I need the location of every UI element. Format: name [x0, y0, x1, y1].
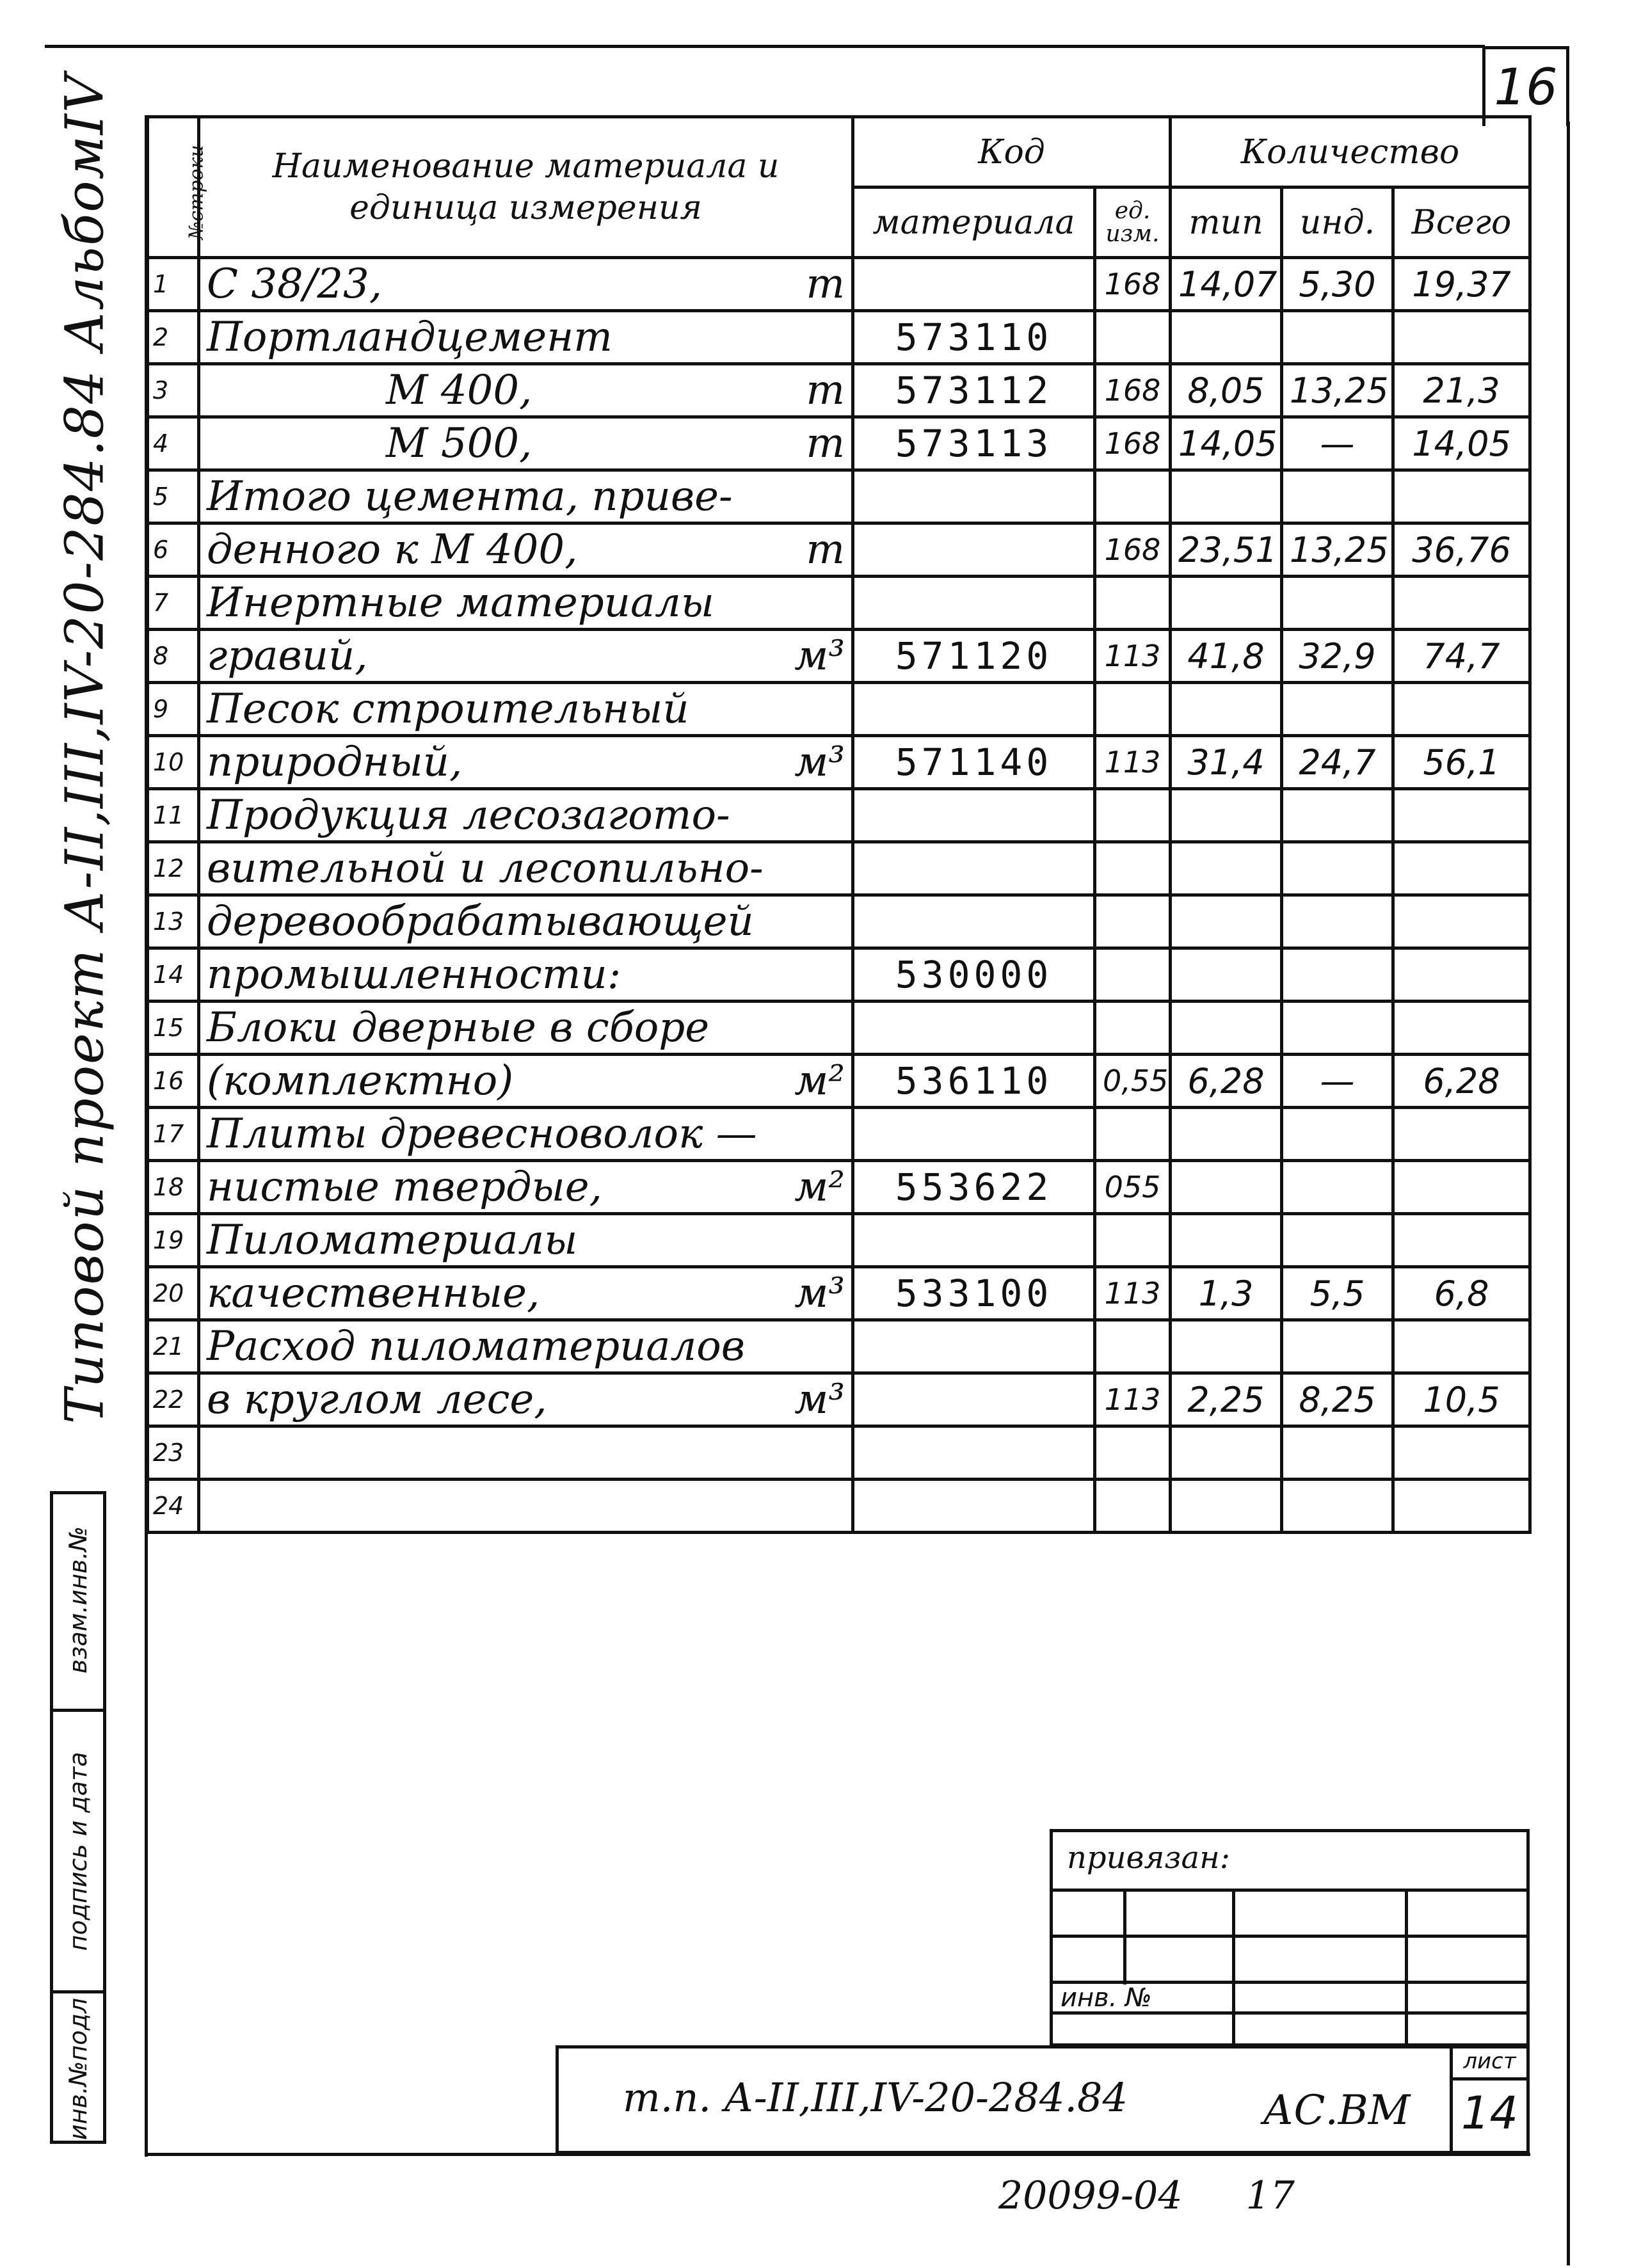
row-number: 2	[148, 311, 199, 364]
qty-type	[1171, 842, 1282, 895]
privyazan-vline-1	[1123, 1889, 1126, 1984]
material-name: М 400,	[386, 367, 532, 414]
material-name-cell	[199, 683, 853, 736]
row-number: 21	[148, 1320, 199, 1373]
privyazan-vline-2	[1232, 1889, 1235, 2048]
stamp-cell-podpis	[53, 1709, 103, 1990]
row-number: 1	[148, 258, 199, 311]
project-code: т.п. А-II,III,IV-20-284.84	[623, 2074, 1128, 2121]
qty-total	[1393, 1320, 1530, 1373]
drawing-mark: АС.ВМ	[1263, 2087, 1411, 2134]
right-border	[1567, 122, 1570, 2265]
qty-type	[1171, 1480, 1282, 1533]
row-number: 15	[148, 1002, 199, 1055]
qty-total	[1393, 948, 1530, 1002]
material-name-cell	[199, 258, 853, 311]
qty-ind	[1282, 948, 1393, 1002]
qty-ind	[1282, 470, 1393, 523]
material-code: 536110	[853, 1055, 1095, 1108]
qty-type: 14,07	[1171, 258, 1282, 311]
qty-ind	[1282, 895, 1393, 948]
qty-type	[1171, 1214, 1282, 1267]
row-number: 22	[148, 1373, 199, 1426]
row-number: 11	[148, 789, 199, 842]
material-name: в круглом лесе,	[207, 1376, 547, 1423]
unit-code: 168	[1095, 417, 1171, 470]
material-name: гравий,	[207, 632, 368, 680]
qty-ind: 13,25	[1282, 364, 1393, 417]
qty-ind	[1282, 842, 1393, 895]
stamp-cell-vzam	[53, 1491, 103, 1709]
material-name-cell	[199, 1480, 853, 1533]
material-unit: т	[806, 420, 845, 467]
row-number: 5	[148, 470, 199, 523]
qty-ind: 8,25	[1282, 1373, 1393, 1426]
qty-total	[1393, 683, 1530, 736]
material-unit: м³	[794, 739, 845, 786]
side-title	[50, 73, 120, 1425]
table-row	[148, 470, 1530, 523]
row-number: 17	[148, 1108, 199, 1161]
table-row	[148, 364, 1530, 417]
privyazan-block	[1050, 1829, 1530, 2047]
material-name: Итого цемента, приве-	[207, 473, 733, 520]
material-code: 533100	[853, 1267, 1095, 1320]
stamp-label-inv: инв.№подл	[64, 1997, 92, 2140]
header-qty-type: тип	[1171, 188, 1282, 258]
material-code	[853, 1480, 1095, 1533]
unit-code	[1095, 948, 1171, 1002]
material-code	[853, 1373, 1095, 1426]
unit-code: 0,55	[1095, 1055, 1171, 1108]
row-number: 6	[148, 523, 199, 577]
table-row	[148, 683, 1530, 736]
material-name-cell	[199, 577, 853, 630]
qty-ind	[1282, 311, 1393, 364]
material-name-cell	[199, 842, 853, 895]
material-code	[853, 470, 1095, 523]
material-name-cell	[199, 1055, 853, 1108]
qty-total: 10,5	[1393, 1373, 1530, 1426]
qty-ind	[1282, 683, 1393, 736]
qty-type: 31,4	[1171, 736, 1282, 789]
stamp-label-podpis: подпись и дата	[64, 1751, 92, 1951]
qty-total: 19,37	[1393, 258, 1530, 311]
row-number: 9	[148, 683, 199, 736]
row-number: 13	[148, 895, 199, 948]
table-row	[148, 1426, 1530, 1480]
material-name: Песок строительный	[207, 685, 689, 733]
privyazan-caption: привязан:	[1067, 1840, 1230, 1876]
material-code	[853, 895, 1095, 948]
unit-code	[1095, 789, 1171, 842]
qty-total: 14,05	[1393, 417, 1530, 470]
row-number: 12	[148, 842, 199, 895]
qty-ind	[1282, 1161, 1393, 1214]
row-number: 24	[148, 1480, 199, 1533]
material-name-cell	[199, 630, 853, 683]
qty-type	[1171, 789, 1282, 842]
row-number: 19	[148, 1214, 199, 1267]
title-block	[556, 2045, 1530, 2154]
qty-total: 56,1	[1393, 736, 1530, 789]
material-code	[853, 258, 1095, 311]
qty-ind: 24,7	[1282, 736, 1393, 789]
unit-code	[1095, 311, 1171, 364]
qty-type	[1171, 1002, 1282, 1055]
unit-code: 168	[1095, 258, 1171, 311]
sheet-number: 16	[1482, 46, 1569, 126]
qty-type	[1171, 577, 1282, 630]
material-code: 573113	[853, 417, 1095, 470]
qty-ind	[1282, 1320, 1393, 1373]
qty-type: 14,05	[1171, 417, 1282, 470]
material-name-cell	[199, 470, 853, 523]
unit-code	[1095, 1320, 1171, 1373]
material-name: качественные,	[207, 1270, 540, 1317]
qty-type: 2,25	[1171, 1373, 1282, 1426]
material-code	[853, 1002, 1095, 1055]
materials-table	[146, 115, 1532, 1534]
material-unit: м²	[794, 1163, 845, 1211]
qty-total	[1393, 1161, 1530, 1214]
header-code-material: материала	[853, 188, 1095, 258]
material-name: денного к М 400,	[207, 526, 578, 573]
material-unit: м²	[794, 1057, 845, 1105]
material-name: промышленности:	[207, 951, 621, 998]
unit-code: 168	[1095, 523, 1171, 577]
material-unit: м³	[794, 632, 845, 680]
qty-total	[1393, 577, 1530, 630]
row-number: 14	[148, 948, 199, 1002]
material-name: Блоки дверные в сборе	[207, 1004, 710, 1051]
material-name-cell	[199, 1161, 853, 1214]
table-row	[148, 1267, 1530, 1320]
inv-label: инв. №	[1061, 1983, 1152, 2013]
table-row	[148, 258, 1530, 311]
material-code	[853, 1426, 1095, 1480]
qty-type	[1171, 1161, 1282, 1214]
unit-code: 113	[1095, 1267, 1171, 1320]
unit-code	[1095, 895, 1171, 948]
row-number: 3	[148, 364, 199, 417]
sheet-label: лист	[1453, 2048, 1526, 2080]
stamp-cell-inv	[53, 1990, 103, 2144]
material-name-cell	[199, 1373, 853, 1426]
table-row	[148, 1055, 1530, 1108]
qty-type	[1171, 1426, 1282, 1480]
unit-code	[1095, 1108, 1171, 1161]
qty-type	[1171, 948, 1282, 1002]
table-row	[148, 417, 1530, 470]
material-code: 571140	[853, 736, 1095, 789]
qty-type	[1171, 895, 1282, 948]
material-name: природный,	[207, 739, 463, 786]
qty-type	[1171, 1320, 1282, 1373]
table-row	[148, 842, 1530, 895]
qty-type	[1171, 311, 1282, 364]
qty-type	[1171, 470, 1282, 523]
material-name-cell	[199, 1320, 853, 1373]
unit-code: 055	[1095, 1161, 1171, 1214]
material-name-cell	[199, 1002, 853, 1055]
sheet-box	[1450, 2048, 1526, 2151]
footer-number: 20099-04 17	[998, 2173, 1295, 2218]
unit-code	[1095, 470, 1171, 523]
unit-code	[1095, 842, 1171, 895]
material-name-cell	[199, 1214, 853, 1267]
table-body	[148, 258, 1530, 1533]
material-code	[853, 1320, 1095, 1373]
qty-type: 23,51	[1171, 523, 1282, 577]
row-number: 23	[148, 1426, 199, 1480]
unit-code	[1095, 683, 1171, 736]
top-border	[45, 45, 1485, 48]
material-name-cell	[199, 364, 853, 417]
table-row	[148, 948, 1530, 1002]
qty-total	[1393, 789, 1530, 842]
side-stamp	[50, 1491, 106, 2144]
material-unit: м³	[794, 1376, 845, 1423]
material-code	[853, 1214, 1095, 1267]
material-name: Расход пиломатериалов	[207, 1323, 745, 1370]
material-name: Инертные материалы	[207, 579, 714, 627]
material-name-cell	[199, 523, 853, 577]
qty-ind	[1282, 1108, 1393, 1161]
header-name: Наименование материала и единица измерения	[199, 117, 853, 258]
qty-type: 6,28	[1171, 1055, 1282, 1108]
table-row	[148, 1108, 1530, 1161]
qty-ind	[1282, 1214, 1393, 1267]
material-name: Плиты древесноволок —	[207, 1110, 757, 1158]
side-title-text: Типовой проект А-II,III,IV-20-284.84 АльбомIV	[54, 73, 116, 1425]
privyazan-vline-3	[1405, 1889, 1408, 2048]
table-row	[148, 1373, 1530, 1426]
stamp-label-vzam: взам.инв.№	[64, 1526, 92, 1674]
table-row	[148, 1002, 1530, 1055]
material-name: (комплектно)	[207, 1057, 514, 1105]
material-name-cell	[199, 948, 853, 1002]
material-name-cell	[199, 417, 853, 470]
table-row	[148, 1480, 1530, 1533]
row-number: 4	[148, 417, 199, 470]
unit-code	[1095, 1214, 1171, 1267]
material-code	[853, 842, 1095, 895]
unit-code	[1095, 577, 1171, 630]
sheet-value: 14	[1461, 2087, 1519, 2139]
row-number: 20	[148, 1267, 199, 1320]
material-name-cell	[199, 1426, 853, 1480]
qty-total: 6,8	[1393, 1267, 1530, 1320]
table-row	[148, 895, 1530, 948]
material-code: 553622	[853, 1161, 1095, 1214]
material-name-cell	[199, 895, 853, 948]
header-row-number: №строки	[148, 117, 199, 258]
table-row	[148, 789, 1530, 842]
material-unit: т	[806, 526, 845, 573]
qty-type: 8,05	[1171, 364, 1282, 417]
header-qty-ind: инд.	[1282, 188, 1393, 258]
table-row	[148, 630, 1530, 683]
qty-total	[1393, 311, 1530, 364]
material-code	[853, 577, 1095, 630]
table-row	[148, 311, 1530, 364]
row-number: 7	[148, 577, 199, 630]
row-number: 8	[148, 630, 199, 683]
header-code-group: Код	[853, 117, 1171, 188]
material-code	[853, 683, 1095, 736]
qty-ind	[1282, 1426, 1393, 1480]
table-row	[148, 577, 1530, 630]
qty-total	[1393, 1426, 1530, 1480]
qty-ind: 5,5	[1282, 1267, 1393, 1320]
qty-total	[1393, 842, 1530, 895]
material-name-cell	[199, 789, 853, 842]
qty-type: 41,8	[1171, 630, 1282, 683]
material-name: С 38/23,	[207, 260, 383, 308]
qty-ind	[1282, 789, 1393, 842]
material-code: 571120	[853, 630, 1095, 683]
qty-total	[1393, 1480, 1530, 1533]
qty-ind: 5,30	[1282, 258, 1393, 311]
table-row	[148, 1161, 1530, 1214]
row-number: 10	[148, 736, 199, 789]
qty-ind: —	[1282, 1055, 1393, 1108]
qty-total	[1393, 1214, 1530, 1267]
material-unit: т	[806, 367, 845, 414]
table-row	[148, 736, 1530, 789]
material-unit: т	[806, 260, 845, 308]
qty-total	[1393, 1108, 1530, 1161]
material-code: 573112	[853, 364, 1095, 417]
qty-total	[1393, 895, 1530, 948]
header-qty-group: Количество	[1171, 117, 1530, 188]
qty-type: 1,3	[1171, 1267, 1282, 1320]
qty-ind: 32,9	[1282, 630, 1393, 683]
unit-code: 113	[1095, 1373, 1171, 1426]
material-name: М 500,	[386, 420, 532, 467]
table-row	[148, 523, 1530, 577]
material-code	[853, 789, 1095, 842]
material-unit: м³	[794, 1270, 845, 1317]
material-name: вительной и лесопильно-	[207, 845, 764, 892]
qty-total: 36,76	[1393, 523, 1530, 577]
qty-total	[1393, 470, 1530, 523]
row-number: 18	[148, 1161, 199, 1214]
material-name: Пиломатериалы	[207, 1217, 578, 1264]
unit-code: 113	[1095, 630, 1171, 683]
qty-total: 74,7	[1393, 630, 1530, 683]
qty-type	[1171, 683, 1282, 736]
material-name: нистые твердые,	[207, 1163, 602, 1211]
table-row	[148, 1320, 1530, 1373]
material-code: 573110	[853, 311, 1095, 364]
qty-ind	[1282, 1002, 1393, 1055]
qty-ind: —	[1282, 417, 1393, 470]
unit-code	[1095, 1480, 1171, 1533]
material-name-cell	[199, 1267, 853, 1320]
table-row	[148, 1214, 1530, 1267]
unit-code: 168	[1095, 364, 1171, 417]
row-number: 16	[148, 1055, 199, 1108]
qty-ind	[1282, 1480, 1393, 1533]
qty-total: 21,3	[1393, 364, 1530, 417]
header-code-unit: ед. изм.	[1095, 188, 1171, 258]
material-name-cell	[199, 1108, 853, 1161]
unit-code: 113	[1095, 736, 1171, 789]
material-name: Портландцемент	[207, 314, 612, 361]
material-name-cell	[199, 311, 853, 364]
material-name: деревообрабатывающей	[207, 898, 754, 945]
material-name-cell	[199, 736, 853, 789]
header-qty-total: Всего	[1393, 188, 1530, 258]
qty-type	[1171, 1108, 1282, 1161]
material-code	[853, 1108, 1095, 1161]
unit-code	[1095, 1002, 1171, 1055]
material-name: Продукция лесозаготo-	[207, 792, 730, 839]
unit-code	[1095, 1426, 1171, 1480]
qty-total: 6,28	[1393, 1055, 1530, 1108]
qty-ind: 13,25	[1282, 523, 1393, 577]
material-code: 530000	[853, 948, 1095, 1002]
qty-total	[1393, 1002, 1530, 1055]
material-code	[853, 523, 1095, 577]
qty-ind	[1282, 577, 1393, 630]
